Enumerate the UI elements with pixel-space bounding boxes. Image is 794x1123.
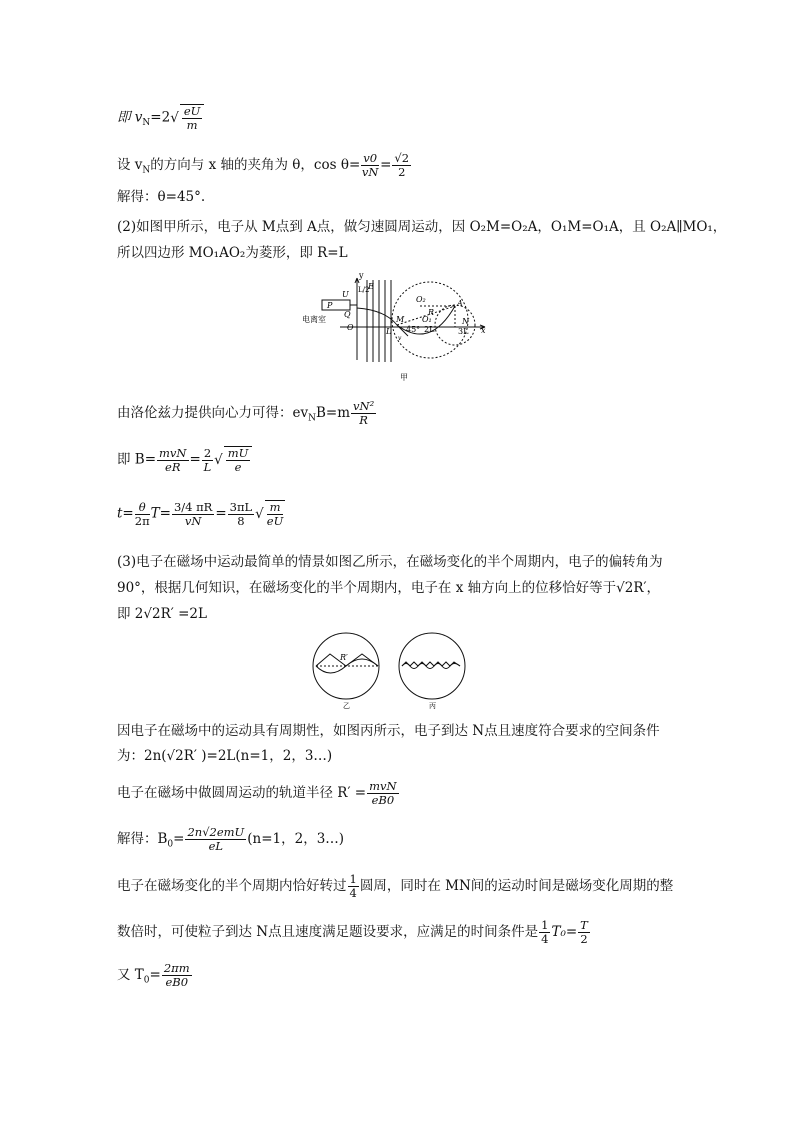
line-17: 数倍时，可使粒子到达 N点且速度满足题设要求，应满足的时间条件是 $\frac{1}{4}$ T₀= $\frac{T}{2}$: [117, 918, 588, 946]
fraction: $\frac{mU}{e}$: [224, 446, 253, 474]
label: U: [342, 290, 349, 299]
label: v: [398, 335, 402, 342]
label: L: [386, 327, 392, 336]
label: O₁: [422, 315, 432, 324]
caption: 乙: [343, 702, 350, 710]
label: x: [481, 326, 486, 335]
line-4: (2)如图甲所示，电子从 M点到 A点，做匀速圆周运动，因 O₂M=O₂A，O₁M=O₁A，且 O₂A∥MO₁，: [117, 219, 727, 235]
label: M: [396, 315, 405, 324]
fraction: $\frac{1}{4}$: [541, 918, 549, 946]
line-8: t= $\frac{\theta}{2\pi}$ T= $\frac{3/4 \pi R}{vN}$ = $\frac{3\pi L}{8}$ √ $\frac{m}{eU}$: [117, 499, 284, 528]
subscript: N: [142, 118, 151, 129]
fraction: $\frac{T}{2}$: [580, 918, 588, 946]
text: 的方向与 x 轴的夹角为 θ，cos θ=: [150, 157, 361, 173]
line-10: 90°，根据几何知识，在磁场变化的半个周期内，电子在 x 轴方向上的位移恰好等于√2R′，: [117, 580, 661, 596]
fraction: $\frac{v0}{vN}$: [361, 151, 379, 179]
line-1: [117, 104, 205, 132]
fraction: $\frac{√2}{2}$: [394, 151, 410, 179]
circle-bing: [399, 633, 465, 699]
line-14: 电子在磁场中做圆周运动的轨道半径 R′ = $\frac{\text{mvN}}{eB0}$: [117, 779, 397, 807]
text: 即 v: [117, 109, 143, 126]
figures-yi-bing: [310, 628, 470, 710]
fraction: $\frac{\theta}{2\pi}$: [134, 499, 150, 528]
line-18: 又 $T_0=$ $\frac{2\pi m}{eB0}$: [117, 961, 190, 989]
label: A: [457, 299, 463, 308]
line-9: (3)电子在磁场中运动最简单的情景如图乙所示，在磁场变化的半个周期内，电子的偏转角为: [117, 554, 663, 570]
fraction: $\frac{2\pi m}{eB0}$: [163, 961, 190, 989]
caption: 甲: [400, 373, 408, 382]
label: 2L: [424, 325, 435, 334]
label: 3L: [458, 327, 469, 336]
label: N: [462, 317, 469, 326]
label: Q: [344, 310, 351, 319]
figure-jia: [300, 270, 500, 390]
label: 45°: [406, 325, 421, 334]
line-12: 因电子在磁场中的运动具有周期性，如图丙所示，电子到达 N点且速度符合要求的空间条件: [117, 723, 660, 739]
label: P: [327, 301, 333, 310]
label: R: [428, 308, 435, 317]
sqrt: √: [170, 110, 179, 126]
label: L/2: [358, 286, 370, 294]
label: O: [347, 323, 354, 332]
fraction: $\frac{1}{4}$: [349, 872, 357, 900]
caption: 丙: [429, 702, 436, 710]
label: 电离室: [302, 315, 326, 324]
line-5: 所以四边形 MO₁AO₂为菱形，即 R=L: [117, 245, 348, 261]
text: 设 v: [117, 157, 143, 173]
line-16: 电子在磁场变化的半个周期内恰好转过 $\frac{1}{4}$ 圆周，同时在 MN间的运动时间是磁场变化周期的整: [117, 872, 674, 900]
text: =2: [150, 109, 171, 126]
zigzag-bing: [402, 662, 460, 666]
fraction: $\frac{\text{mvN}}{eB0}$: [369, 779, 397, 807]
line-7: 即 B= $\frac{\text{mvN}}{eR}$ = $\frac{2}{L}$ √ $\frac{mU}{e}$: [117, 446, 253, 474]
fraction: $\frac{m}{eU}$: [266, 500, 284, 528]
fraction: $\frac{2}{L}$: [203, 445, 212, 474]
line-15: 解得：$B_0=$ $\frac{\text{2n√2emU}}{eL}$ (n=1，2，3…): [117, 825, 345, 853]
fraction: $\frac{3/4 \pi R}{vN}$: [173, 499, 213, 528]
label: R′: [340, 653, 348, 662]
label: y: [359, 271, 364, 280]
fraction: $\frac{\text{2n√2emU}}{eL}$: [187, 825, 245, 853]
line-2: 设 $v_N$的方向与 x 轴的夹角为 θ，cos θ= $\frac{v0}{vN}$ = $\frac{√2}{2}$: [117, 151, 410, 179]
line-6: 由洛伦兹力提供向心力可得：$ev_NB=m$ $\frac{\text{vN²}}{R}$: [117, 399, 375, 427]
label: O₂: [416, 295, 426, 304]
label: E: [368, 282, 374, 291]
line-13: 为：2n(√2R′ )=2L(n=1，2，3…): [117, 748, 333, 764]
fraction: $\frac{\text{mvN}}{eR}$: [159, 445, 187, 474]
line-11: 即 2√2R′ =2L: [117, 606, 207, 622]
fraction: $\frac{eU}{m}$: [180, 104, 205, 132]
fraction: $\frac{3\pi L}{8}$: [229, 499, 253, 528]
line-3: 解得：θ=45°.: [117, 189, 206, 205]
fraction: $\frac{\text{vN²}}{R}$: [353, 399, 375, 427]
